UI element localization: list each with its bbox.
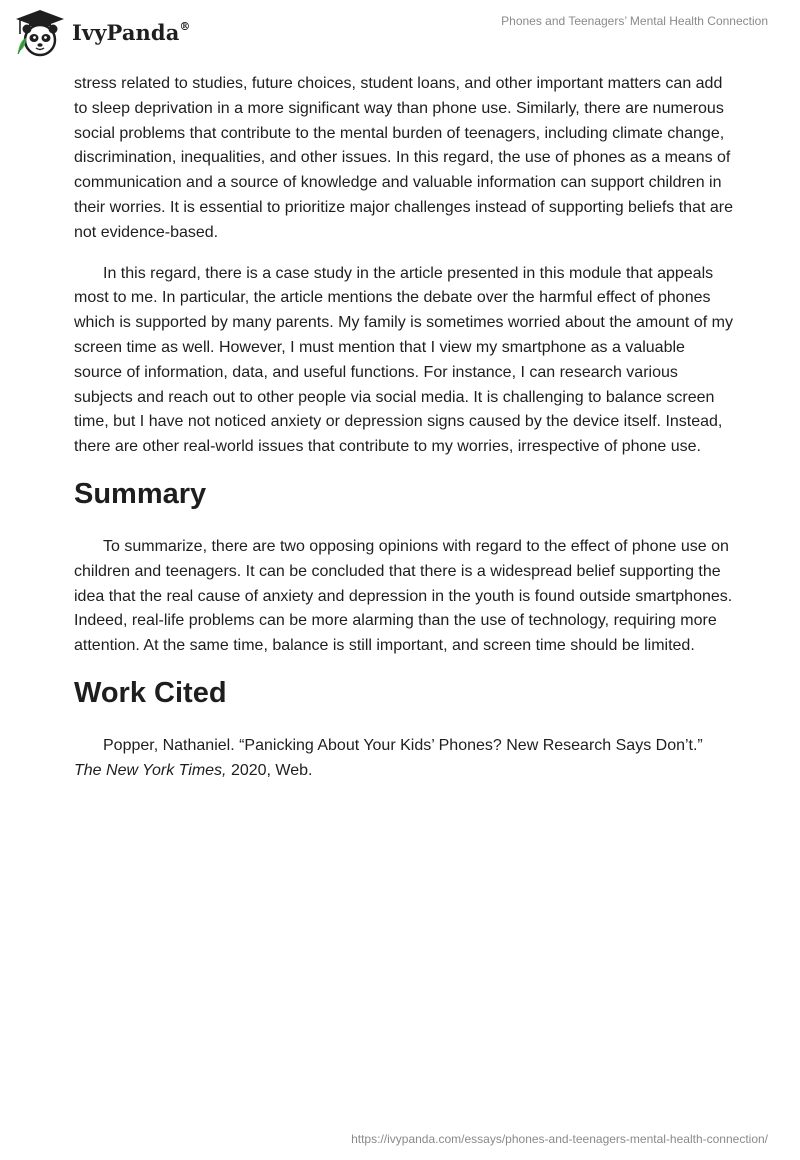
citation-author-title: Popper, Nathaniel. “Panicking About Your Kids’ Phones? New Research Says Don’t.” xyxy=(103,736,703,754)
brand-name[interactable] xyxy=(72,20,191,45)
citation-source: The New York Times, xyxy=(74,761,227,779)
work-cited-heading: Work Cited xyxy=(74,676,227,709)
summary-paragraph: To summarize, there are two opposing opinions with regard to the effect of phone use on children and teenagers. It can be concluded that there is a widespread belief supporting the idea that the real cause of anxiety and depression in the youth is found outside smartphones. Indeed, real-life problems can be more alarming than the use of technology, requiring more attention. At the same time, balance is still important, and screen time should be limited. xyxy=(74,537,733,655)
source-url-link[interactable]: https://ivypanda.com/essays/phones-and-teenagers-mental-health-connection/ xyxy=(351,1132,768,1146)
citation-entry xyxy=(74,734,734,784)
registered-mark: ® xyxy=(179,20,191,33)
ivypanda-logo-icon[interactable] xyxy=(14,8,66,58)
essay-body xyxy=(74,72,734,784)
body-paragraph-1: stress related to studies, future choices, student loans, and other important matters can add to sleep deprivation in a more significant way than phone use. Similarly, there are numerous social problems that contribute to the mental burden of teenagers, including climate change, discrimination, inequalities, and other issues. In this regard, the use of phones as a means of communication and a source of knowledge and valuable information can support children in their worries. It is essential to prioritize major challenges instead of supporting beliefs that are not evidence-based. xyxy=(74,75,733,241)
brand-text: IvyPanda xyxy=(72,20,180,45)
running-title: Phones and Teenagers’ Mental Health Connection xyxy=(501,14,768,28)
summary-heading: Summary xyxy=(74,477,207,510)
body-paragraph-2: In this regard, there is a case study in the article presented in this module that appeals most to me. In particular, the article mentions the debate over the harmful effect of phones which is supported by many parents. My family is sometimes worried about the amount of my screen time as well. However, I must mention that I view my smartphone as a valuable source of information, data, and useful functions. For instance, I can research various subjects and reach out to other people via social media. It is challenging to balance screen time, but I have not noticed anxiety or depression signs caused by the device itself. Instead, there are other real-world issues that contribute to my worries, irrespective of phone use. xyxy=(74,264,733,456)
citation-year: 2020, Web. xyxy=(226,761,313,779)
page-header xyxy=(0,0,800,64)
